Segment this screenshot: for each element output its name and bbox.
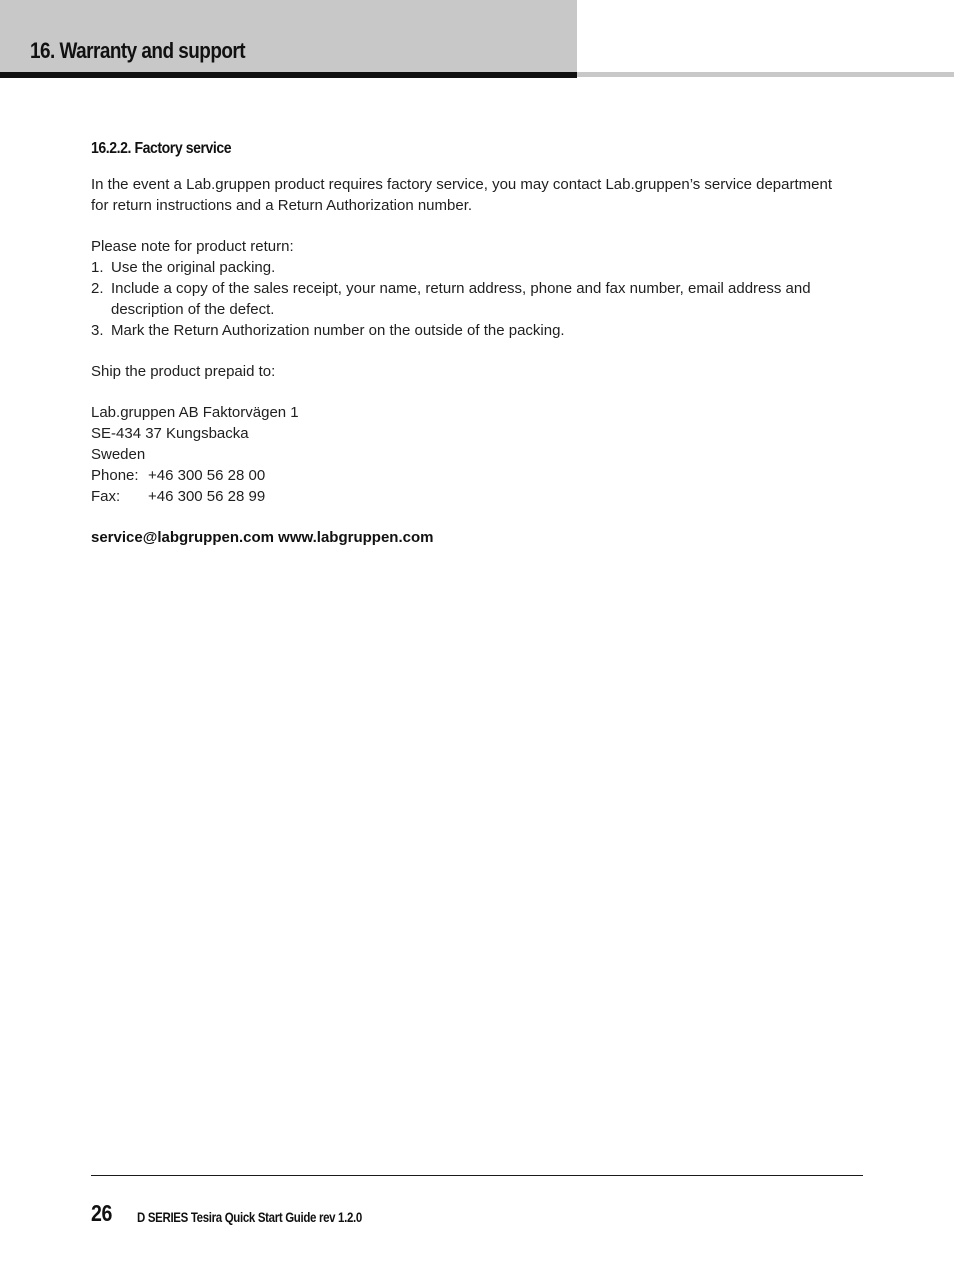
list-item-text-continued: description of the defect. [111,301,275,318]
list-item [91,278,861,320]
phone-label: Phone: [91,467,139,484]
chapter-title: 16. Warranty and support [30,38,246,63]
list-item-number: 1. [91,259,104,276]
footer-doc-title: D SERIES Tesira Quick Start Guide rev 1.2.0 [137,1209,362,1225]
address-line-3: Sweden [91,446,146,463]
header-rule-light [577,72,954,77]
fax-label: Fax: [91,488,121,505]
fax-row [91,486,861,507]
page-number: 26 [91,1200,112,1226]
main-content [91,138,861,548]
header-rule-dark [0,72,577,78]
fax-value: +46 300 56 28 99 [148,488,266,505]
section-heading: 16.2.2. Factory service [91,140,232,157]
phone-row [91,465,861,486]
contact-links[interactable]: service@labgruppen.com www.labgruppen.com [91,529,434,546]
footer-rule [91,1175,863,1176]
address-line-2: SE-434 37 Kungsbacka [91,425,249,442]
note-label: Please note for product return: [91,238,294,255]
list-item-number: 3. [91,322,104,339]
return-steps-list [91,257,861,341]
list-item-number: 2. [91,280,104,297]
list-item-text: Mark the Return Authorization number on the outside of the packing. [111,322,565,339]
intro-line-2: for return instructions and a Return Authorization number. [91,197,473,214]
list-item-text: Use the original packing. [111,259,276,276]
list-item [91,320,861,341]
intro-line-1: In the event a Lab.gruppen product requires factory service, you may contact Lab.gruppen’s service department [91,176,832,193]
address-line-1: Lab.gruppen AB Faktorvägen 1 [91,404,299,421]
ship-label: Ship the product prepaid to: [91,363,276,380]
phone-value: +46 300 56 28 00 [148,467,266,484]
list-item [91,257,861,278]
list-item-text: Include a copy of the sales receipt, your name, return address, phone and fax number, email address and [111,280,811,297]
